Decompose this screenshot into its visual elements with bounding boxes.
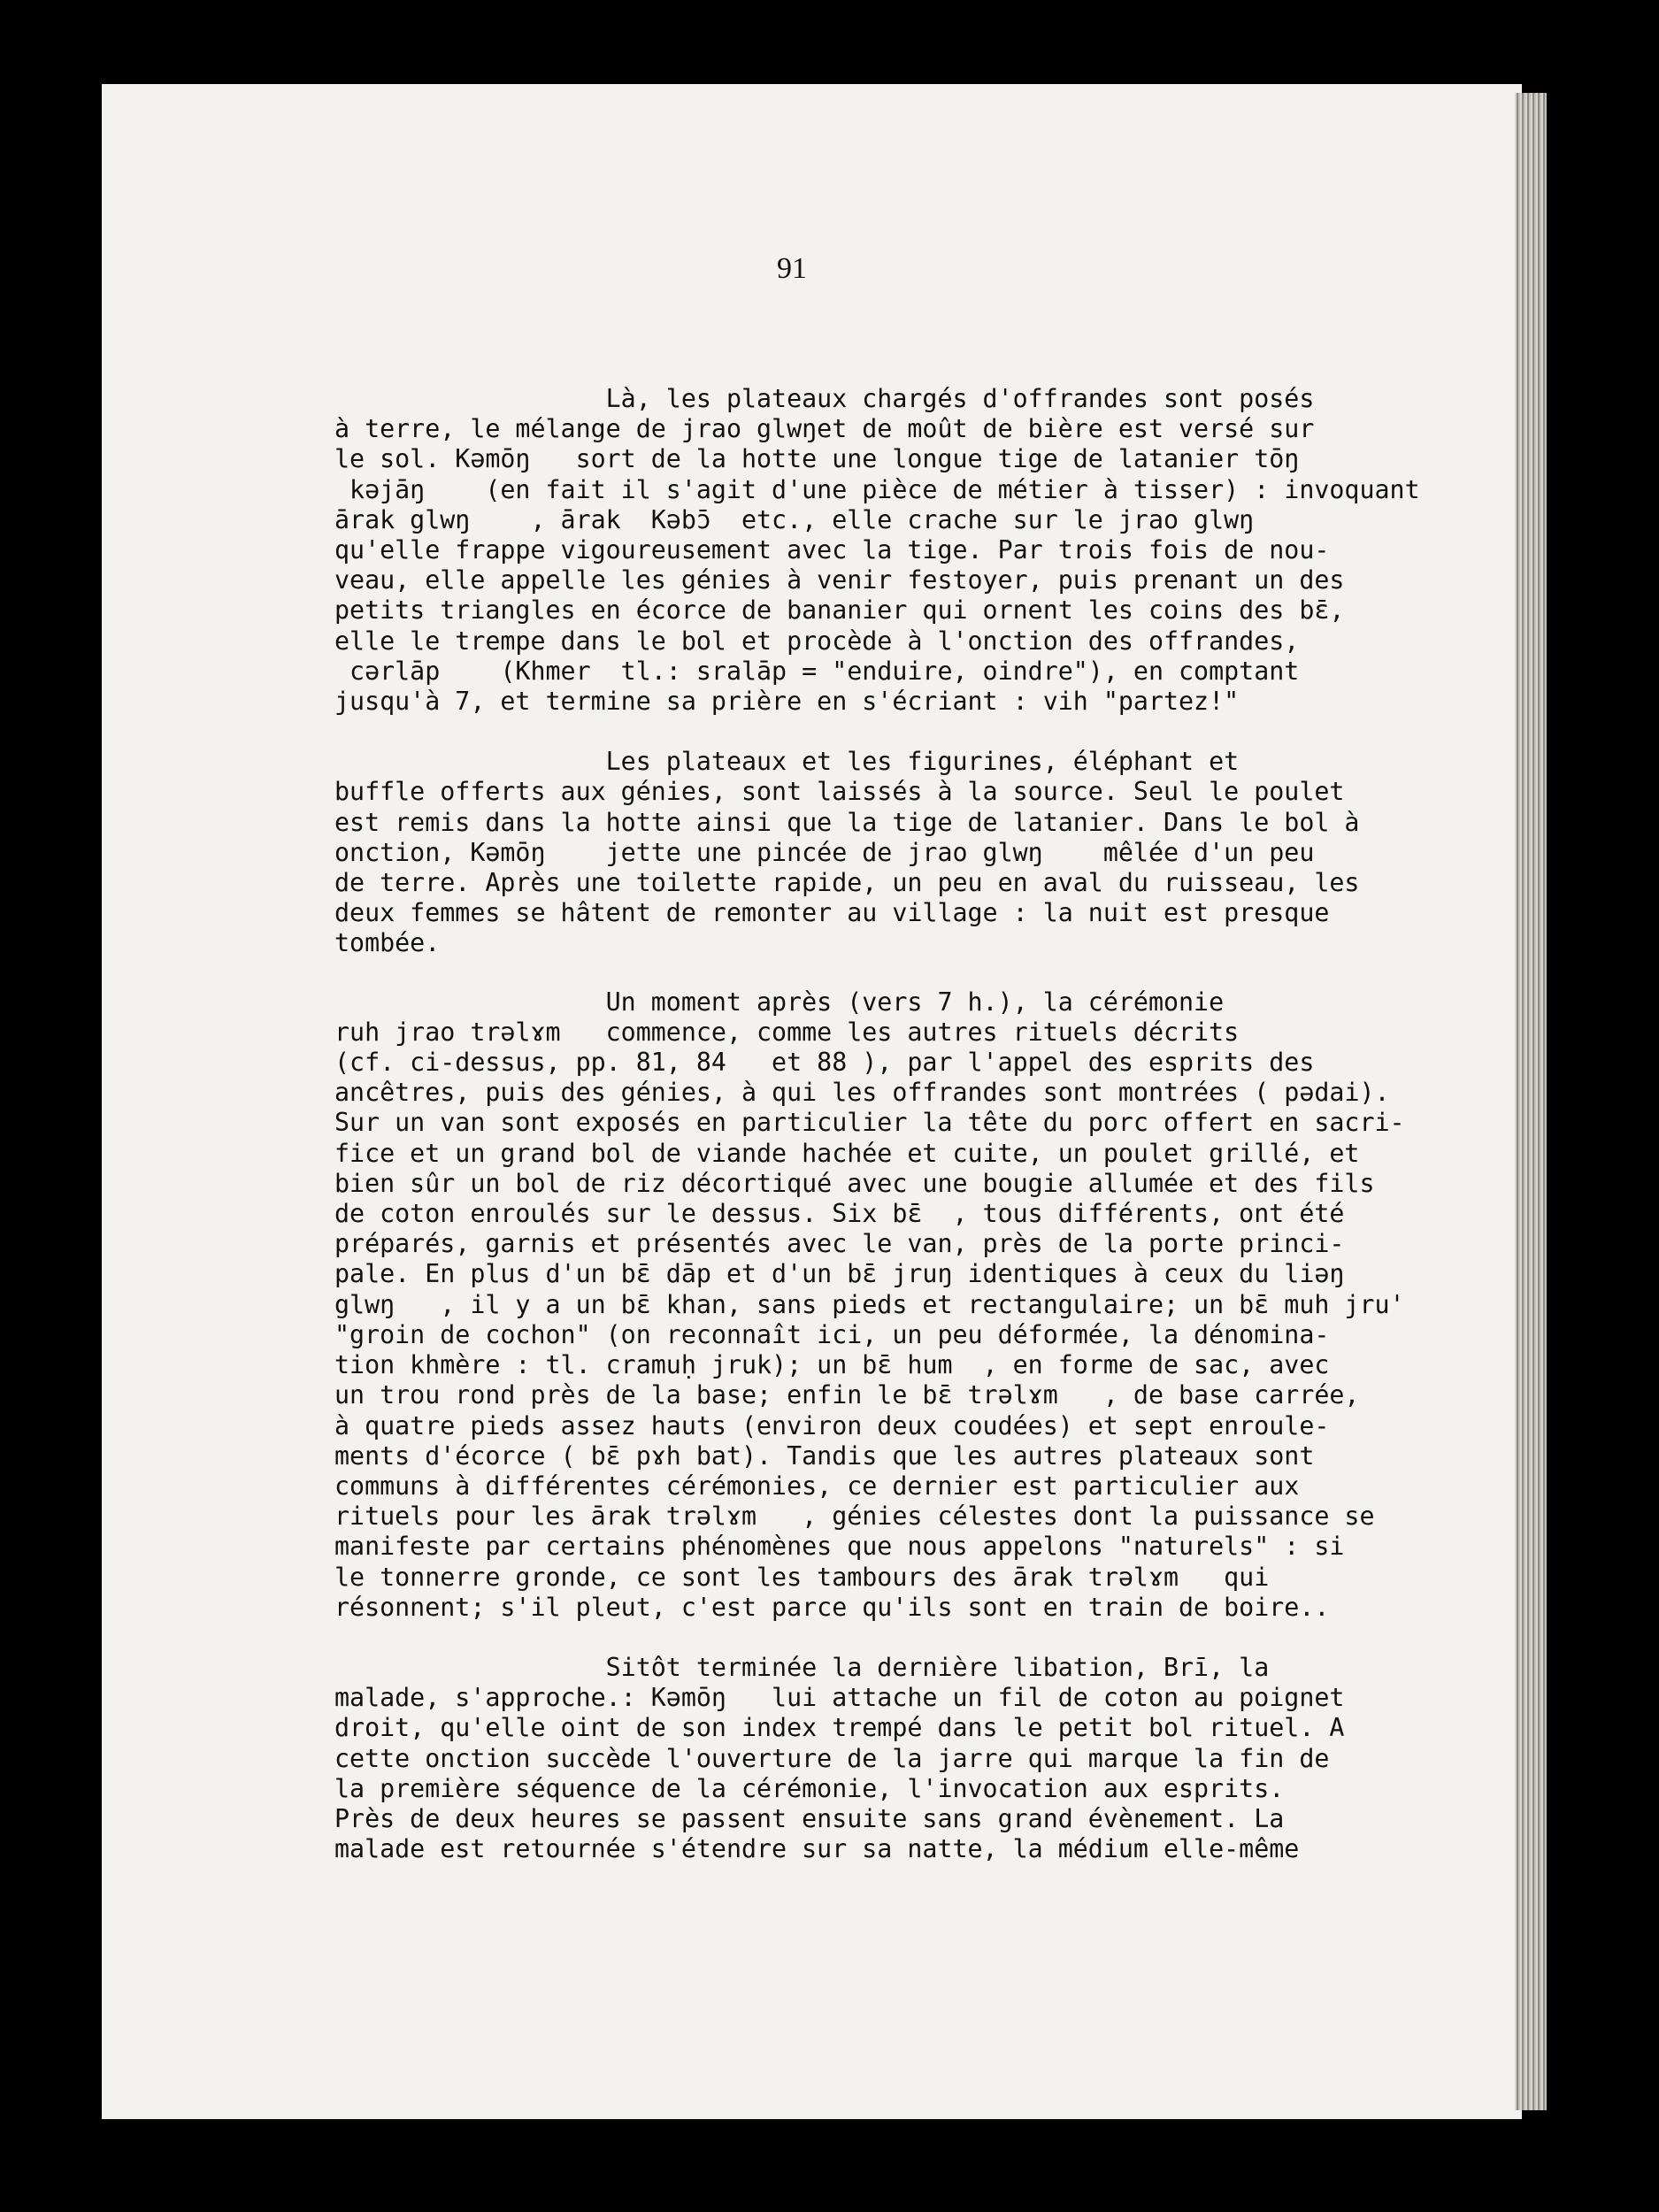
paragraph-ceremony: Un moment après (vers 7 h.), la cérémonie ruh jrao trəlɤm commence, comme les autres rituels décrits (cf. ci-dessus, pp. 81, 84 et 88 ), par l'appel des esprits des ancêtres, puis des génies, à qui les offrandes sont montrées ( pədai). Sur un van sont exposés en particulier la tête du porc offert en sacri- fice et un grand bol de viande hachée et cuite, un poulet grillé, et bien sûr un bol de riz décortiqué avec une bougie allumée et des fils de coton enroulés sur le dessus. Six bɛ̄ , tous différents, ont été préparés, garnis et présentés avec le van, près de la porte princi- pale. En plus d'un bɛ̄ dāp et d'un bɛ̄ jruŋ identiques à ceux du liəŋ glwŋ , il y a un bɛ̄ khan, sans pieds et rectangulaire; un bɛ̄ muh "groin de cochon" (on reconnaît ici, un peu déformée, la dénomina- tion khmère : tl. cramuḥ jruk); un bɛ̄ hum , en forme de sac, avec un trou rond près de la base; enfin le bɛ̄ trəlɤm , de base carrée, à quatre pieds assez hauts (environ deux coudées) et sept enroule- ments d'écorce ( bɛ̄ pɤh bat). Tandis que les autres plateaux sont communs à différentes cérémonies, ce dernier est particulier aux rituels pour les ārak trəlɤm , génies célestes dont la puissance se manifeste par certains phénomènes que nous appelons "naturels" : si le tonnerre gronde, ce sont les tambours des ārak trəlɤm qui résonnent; s'il pleut, c'est parce qu'ils sont en train de boire.. [334, 987, 1405, 1622]
body-text [334, 384, 1420, 1864]
paragraph-figurines: Les plateaux et les figurines, éléphant et buffle offerts aux génies, sont laissés à la source. Seul le poulet est remis dans la hotte ainsi que la tige de latanier. Dans le bol à onction, Kəmōŋ jette une pincée de jrao glwŋ mêlée d'un peu de terre. Après une toilette rapide, un peu en aval du ruisseau, les deux femmes se hâtent de remonter au village : la nuit est presque tombée. [334, 747, 1360, 958]
paragraph-libation: Sitôt terminée la dernière libation, Brī, la malade, s'approche.: Kəmōŋ lui attache un fil de coton au poignet droit, qu'elle oint de son index trempé dans le petit bol rituel. A cette onction succède l'ouverture de la jarre qui marque la fin de la première séquence de la cérémonie, l'invocation aux esprits. Près de deux heures se passent ensuite sans grand évènement. La malade est retournée s'étendre sur sa natte, la médium elle-même [334, 1652, 1345, 1864]
paragraph-offerings: Là, les plateaux chargés d'offrandes sont posés à terre, le mélange de jrao glwŋet de moût de bière est versé sur le sol. Kəmōŋ sort de la hotte une longue tige de latanier tōŋ kəjāŋ (en fait il s'agit d'une pièce de métier à tisser) : invoquant ārak glwŋ , ārak Kəbɔ̄ etc., elle crache sur le jrao glwŋ qu'elle frappe vigoureusement avec la tige. Par trois fois de nou- veau, elle appelle les génies à venir festoyer, puis prenant un des petits triangles en écorce de bananier qui ornent les coins des bɛ̄, elle le trempe dans le bol et procède à l'onction des offrandes, cərlāp (Khmer tl.: sralāp = "enduire, oindre"), en comptant jusqu'à 7, et termine sa prière en s'écriant : vih "partez!" [334, 384, 1420, 717]
page-edges [1515, 93, 1547, 2110]
page-number: 91 [777, 252, 807, 285]
